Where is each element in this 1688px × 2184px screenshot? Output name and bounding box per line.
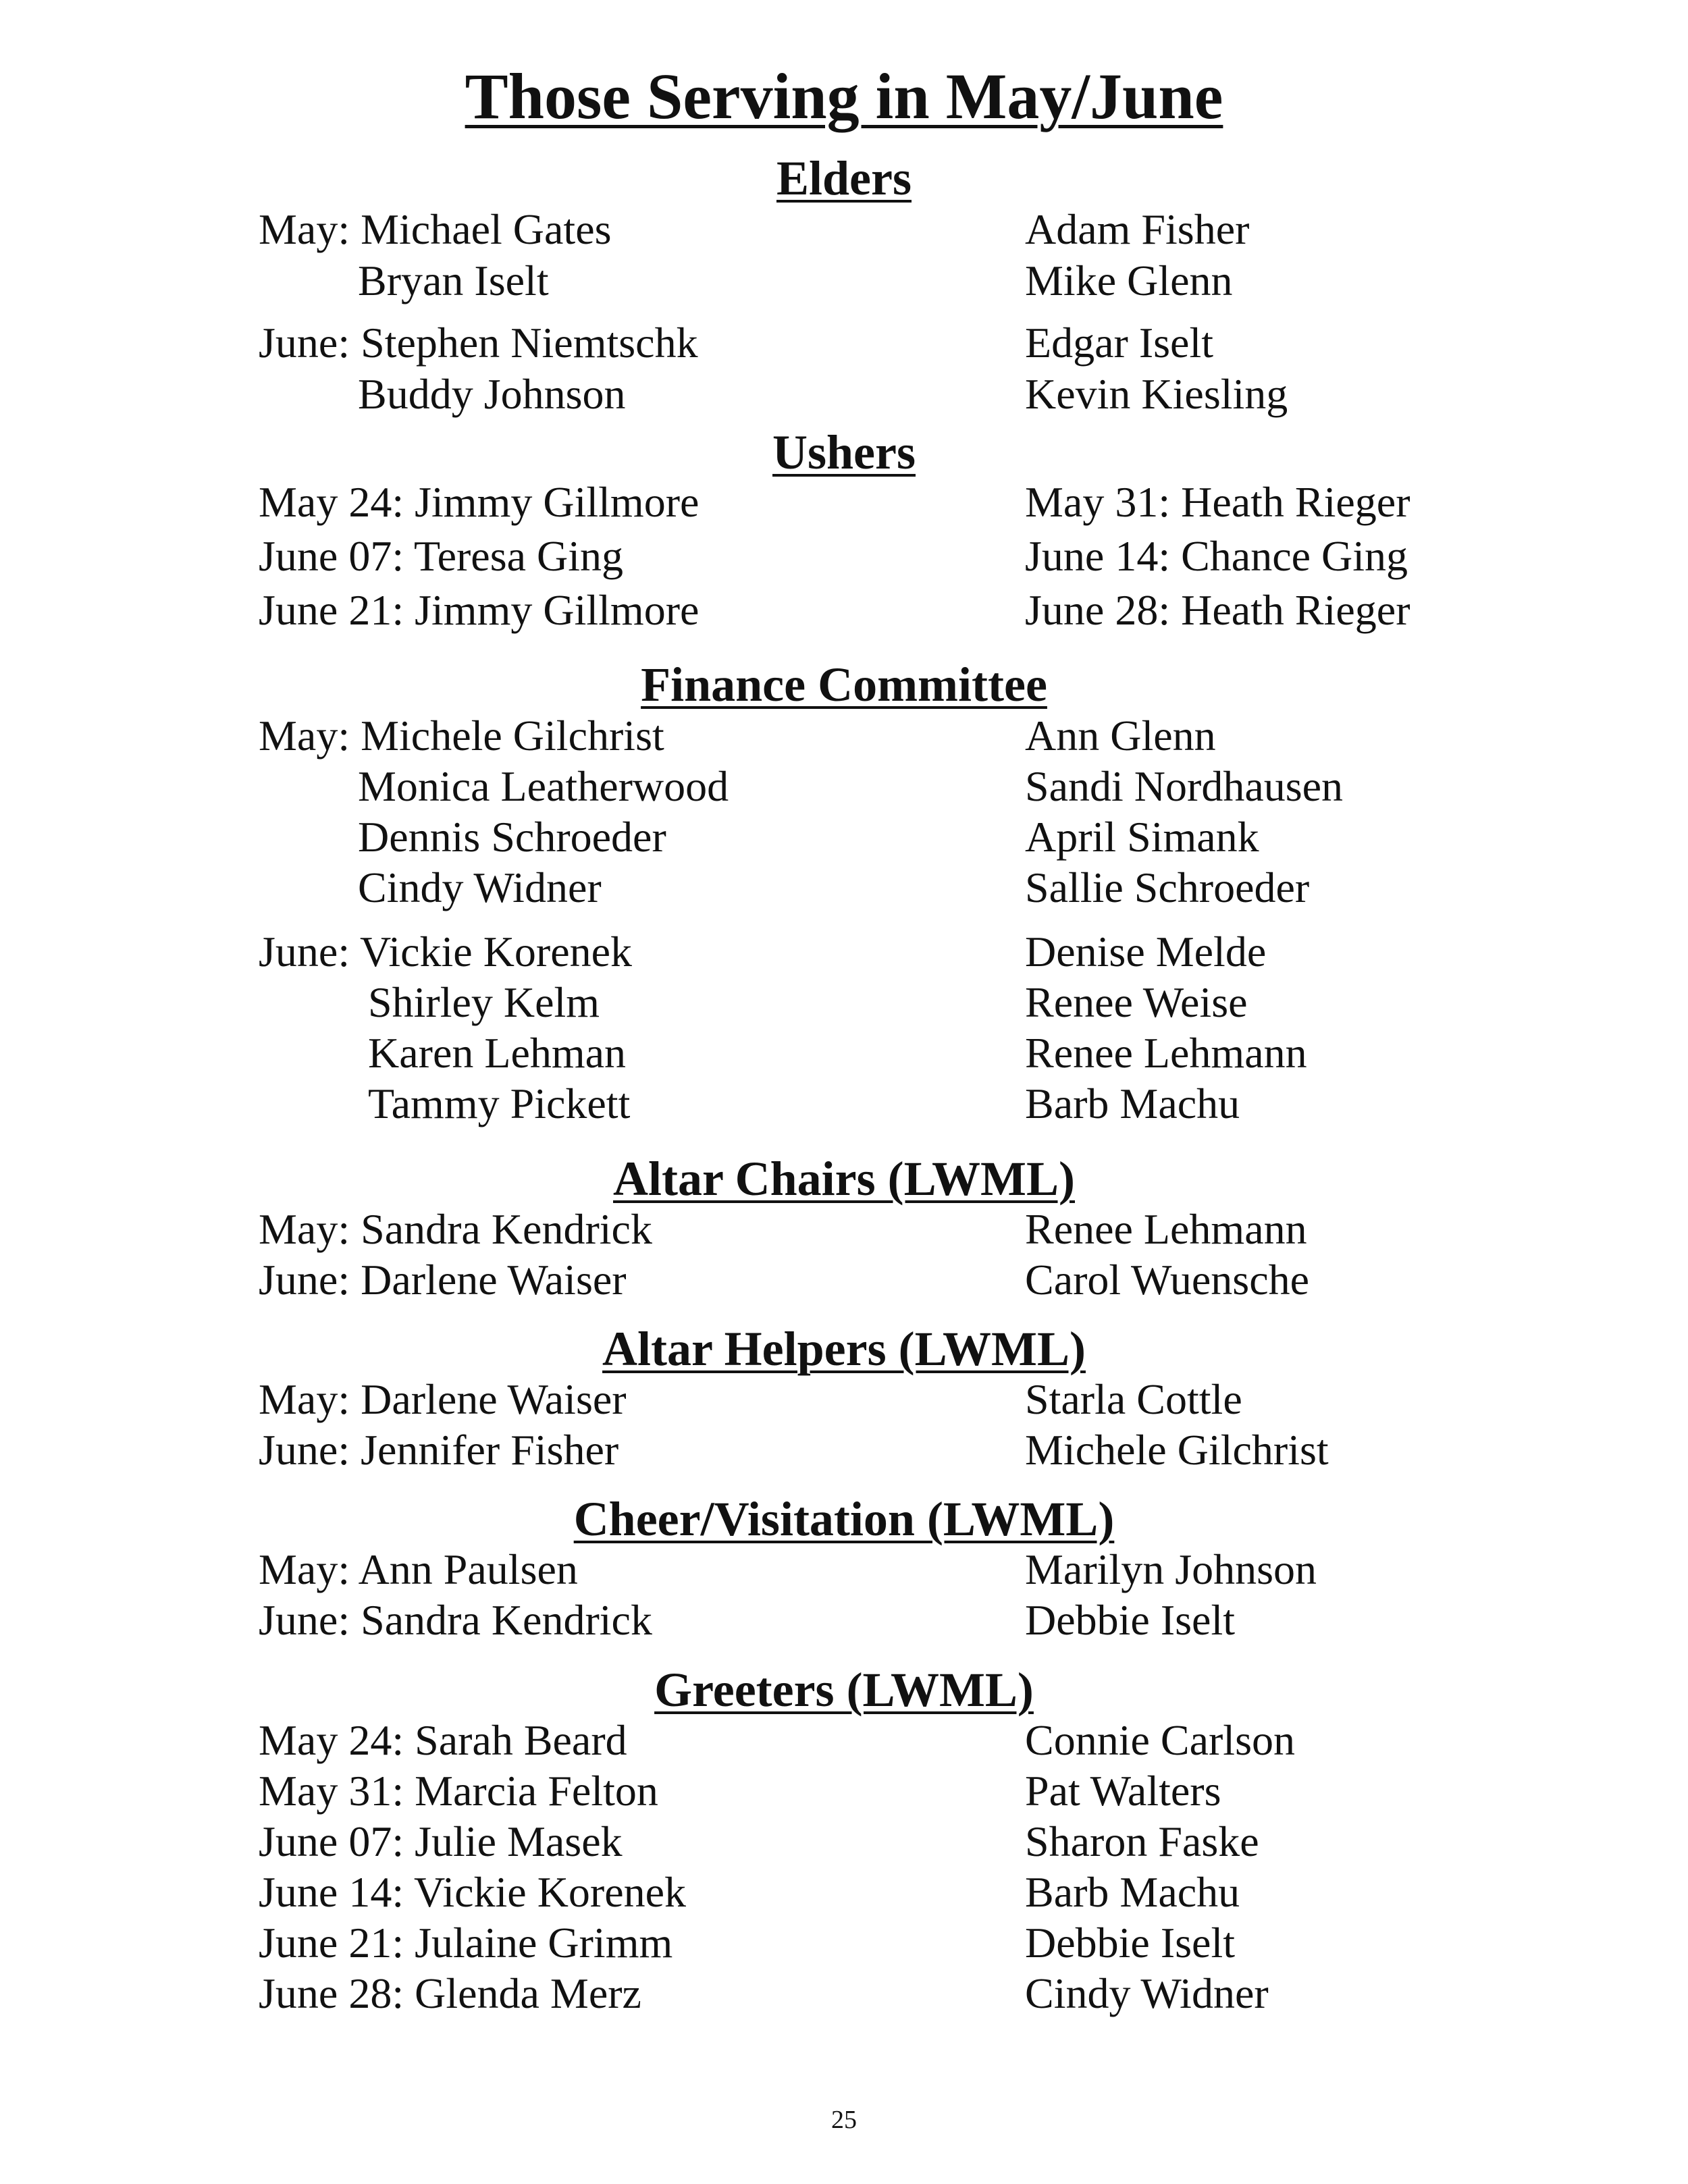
schedule-entry: Debbie Iselt	[1025, 1919, 1235, 1967]
page-title: Those Serving in May/June	[465, 60, 1223, 132]
person-name: Mike Glenn	[1025, 257, 1233, 304]
schedule-entry: June 07: Teresa Ging	[259, 532, 623, 580]
schedule-entry: May: Ann Paulsen	[259, 1545, 578, 1593]
person-name: Stephen Niemtschk	[361, 319, 698, 367]
section-heading-altar-chairs: Altar Chairs (LWML)	[613, 1152, 1075, 1206]
month-label: May:	[259, 712, 350, 760]
finance-june-row-1	[259, 926, 632, 978]
person-name: Cindy Widner	[358, 863, 602, 911]
schedule-entry: Marilyn Johnson	[1025, 1545, 1317, 1593]
month-label: May:	[259, 205, 350, 253]
person-name: Tammy Pickett	[368, 1080, 631, 1127]
schedule-entry: June: Jennifer Fisher	[259, 1426, 619, 1474]
section-heading-finance-committee: Finance Committee	[641, 658, 1047, 712]
section-heading-altar-helpers: Altar Helpers (LWML)	[602, 1322, 1086, 1376]
schedule-entry: May 31: Heath Rieger	[1025, 478, 1410, 526]
person-name: Bryan Iselt	[358, 257, 549, 304]
schedule-entry: Renee Lehmann	[1025, 1205, 1307, 1253]
person-name: Buddy Johnson	[358, 370, 626, 418]
schedule-entry: Starla Cottle	[1025, 1375, 1242, 1423]
schedule-entry: May: Sandra Kendrick	[259, 1205, 652, 1253]
schedule-entry: June: Darlene Waiser	[259, 1256, 627, 1304]
schedule-entry: May: Darlene Waiser	[259, 1375, 627, 1423]
month-label: June:	[259, 319, 350, 367]
schedule-entry: June 14: Chance Ging	[1025, 532, 1408, 580]
schedule-entry: Connie Carlson	[1025, 1716, 1295, 1764]
schedule-entry: May 31: Marcia Felton	[259, 1767, 658, 1815]
schedule-entry: June 21: Jimmy Gillmore	[259, 586, 700, 634]
month-label: June:	[259, 928, 350, 976]
schedule-entry: Barb Machu	[1025, 1868, 1240, 1916]
schedule-entry: May 24: Sarah Beard	[259, 1716, 627, 1764]
section-heading-ushers: Ushers	[772, 425, 916, 479]
elders-may-row-1	[259, 204, 612, 255]
schedule-entry: Debbie Iselt	[1025, 1596, 1235, 1644]
schedule-entry: June 28: Glenda Merz	[259, 1969, 641, 2017]
schedule-entry: June 14: Vickie Korenek	[259, 1868, 687, 1916]
finance-may-row-1	[259, 710, 664, 762]
schedule-entry: Carol Wuensche	[1025, 1256, 1309, 1304]
person-name: Sallie Schroeder	[1025, 863, 1310, 911]
schedule-entry: May 24: Jimmy Gillmore	[259, 478, 700, 526]
schedule-entry: Pat Walters	[1025, 1767, 1221, 1815]
section-heading-greeters: Greeters (LWML)	[654, 1663, 1034, 1717]
schedule-entry: Cindy Widner	[1025, 1969, 1269, 2017]
person-name: Sandi Nordhausen	[1025, 762, 1344, 810]
schedule-entry: June: Sandra Kendrick	[259, 1596, 652, 1644]
person-name: Renee Weise	[1025, 978, 1248, 1026]
person-name: Renee Lehmann	[1025, 1029, 1307, 1077]
person-name: Ann Glenn	[1025, 712, 1216, 760]
schedule-entry: June 28: Heath Rieger	[1025, 586, 1410, 634]
person-name: Adam Fisher	[1025, 205, 1250, 253]
person-name: Michele Gilchrist	[361, 712, 664, 760]
person-name: Dennis Schroeder	[358, 813, 666, 861]
person-name: Barb Machu	[1025, 1080, 1240, 1127]
person-name: Monica Leatherwood	[358, 762, 729, 810]
page-number: 25	[831, 2106, 857, 2134]
person-name: Kevin Kiesling	[1025, 370, 1288, 418]
person-name: Karen Lehman	[368, 1029, 627, 1077]
section-heading-cheer-visitation: Cheer/Visitation (LWML)	[573, 1492, 1115, 1546]
section-heading-elders: Elders	[776, 151, 912, 205]
person-name: Michael Gates	[361, 205, 612, 253]
person-name: Edgar Iselt	[1025, 319, 1213, 367]
person-name: Shirley Kelm	[368, 978, 600, 1026]
schedule-entry: June 07: Julie Masek	[259, 1817, 623, 1865]
schedule-entry: Sharon Faske	[1025, 1817, 1259, 1865]
elders-june-row-1	[259, 317, 698, 369]
person-name: Vickie Korenek	[359, 928, 633, 976]
schedule-entry: June 21: Julaine Grimm	[259, 1919, 673, 1967]
person-name: April Simank	[1025, 813, 1259, 861]
person-name: Denise Melde	[1025, 928, 1267, 976]
schedule-entry: Michele Gilchrist	[1025, 1426, 1329, 1474]
